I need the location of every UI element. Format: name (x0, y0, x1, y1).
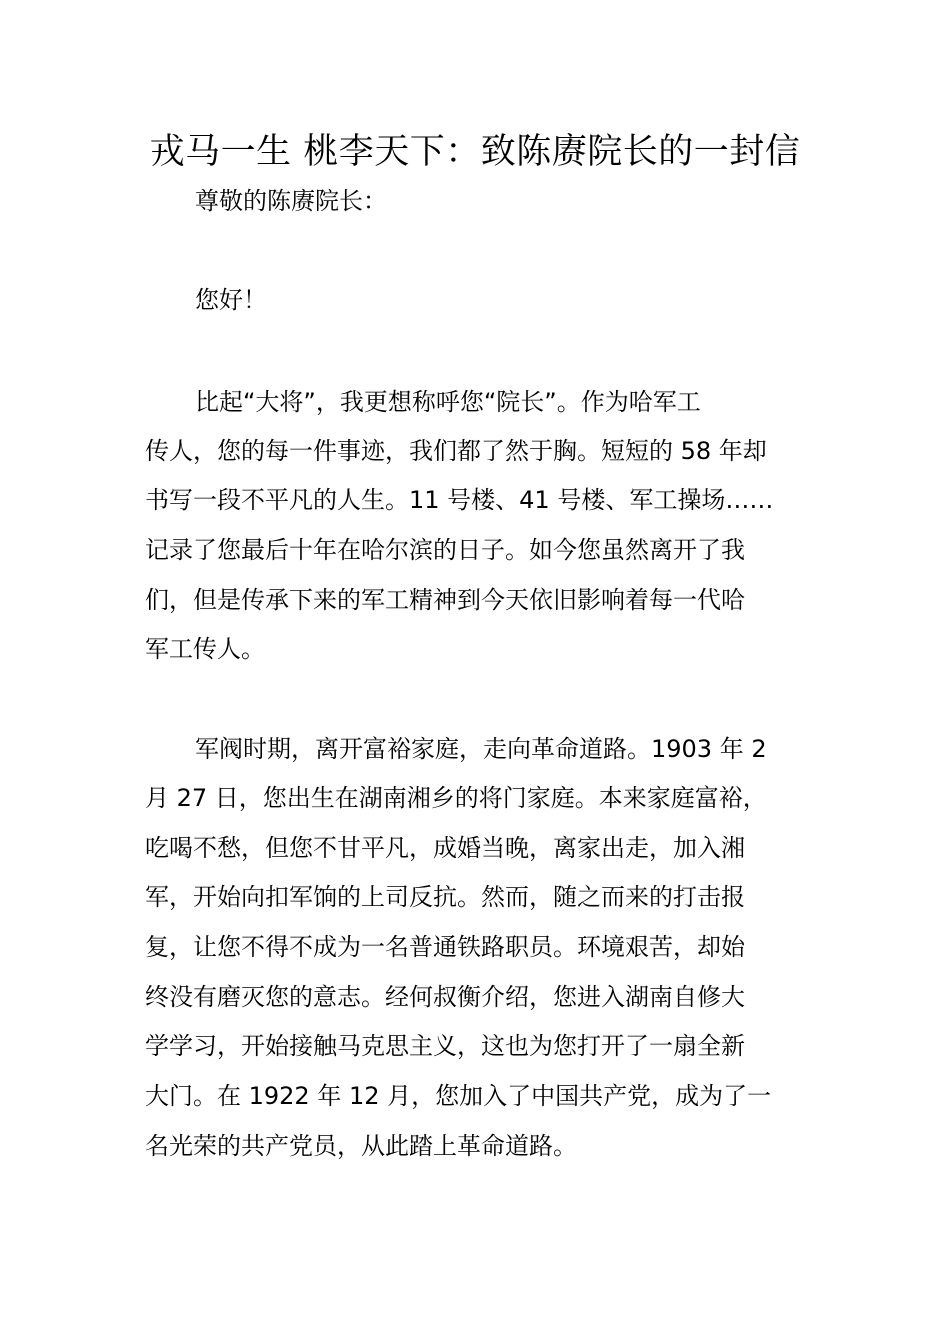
paragraph-1-line-5: 们，但是传承下来的军工精神到今天依旧影响着每一代哈 (145, 586, 745, 614)
paragraph-1-line-6: 军工传人。 (145, 635, 265, 663)
paragraph-2-line-4: 军，开始向扣军饷的上司反抗。然而，随之而来的打击报 (145, 883, 745, 911)
paragraph-2-line-2: 月 27 日，您出生在湖南湘乡的将门家庭。本来家庭富裕， (145, 784, 767, 812)
document-title: 戎马一生 桃李天下：致陈赓院长的一封信 (149, 132, 801, 172)
greeting: 您好！ (195, 286, 267, 314)
paragraph-1-line-2: 传人，您的每一件事迹，我们都了然于胸。短短的 58 年却 (145, 437, 767, 465)
paragraph-2-line-7: 学学习，开始接触马克思主义，这也为您打开了一扇全新 (145, 1032, 745, 1060)
paragraph-2-line-9: 名光荣的共产党员，从此踏上革命道路。 (145, 1132, 577, 1160)
paragraph-1-line-1: 比起“大将”，我更想称呼您“院长”。作为哈军工 (195, 388, 701, 416)
paragraph-2-line-6: 终没有磨灭您的意志。经何叔衡介绍，您进入湖南自修大 (145, 983, 745, 1011)
paragraph-1-line-3: 书写一段不平凡的人生。11 号楼、41 号楼、军工操场…… (145, 486, 774, 514)
paragraph-2-line-1: 军阀时期，离开富裕家庭，走向革命道路。1903 年 2 (195, 735, 767, 763)
paragraph-2-line-8: 大门。在 1922 年 12 月，您加入了中国共产党，成为了一 (145, 1082, 772, 1110)
paragraph-2-line-3: 吃喝不愁，但您不甘平凡，成婚当晚，离家出走，加入湘 (145, 834, 745, 862)
paragraph-1-line-4: 记录了您最后十年在哈尔滨的日子。如今您虽然离开了我 (145, 536, 745, 564)
paragraph-2-line-5: 复，让您不得不成为一名普通铁路职员。环境艰苦，却始 (145, 933, 745, 961)
salutation: 尊敬的陈赓院长： (195, 187, 387, 215)
